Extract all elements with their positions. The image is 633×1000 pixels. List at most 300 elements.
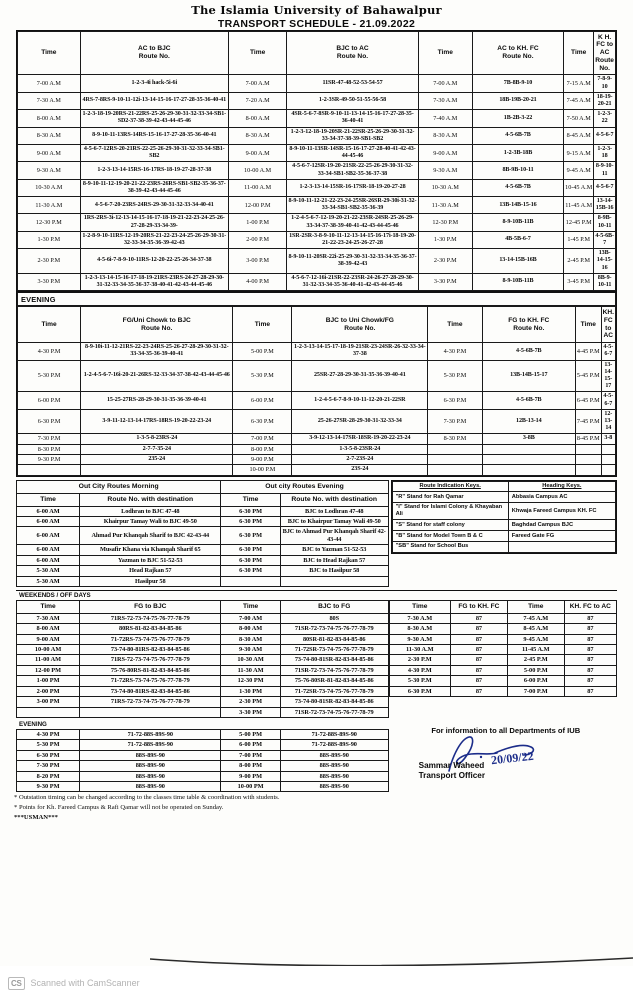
cell-time-fg-bjc: 6-00 P.M [18,392,81,409]
cell-route-outcity-am: Lodhran to BJC 47-48 [80,506,221,516]
cell-route-wkev-left: 88S-89S-90 [80,771,221,781]
cell-time-ac-bjc: 11-30 A.M [18,197,81,214]
cell-route-khfc-ac: 13-14-15-17 [601,360,615,392]
cell-route-ac-khfc: 1-2-3B-18B [472,144,563,161]
cell-time-ac-bjc: 12-30 P.M [18,214,81,231]
cell-route-bjc-ac: 8-9-10-11-13SR-14SR-15-16-17-27-28-40-41-42-43-44-45-46 [287,144,418,161]
cell-time-wk-bjc-fg: 12-30 PM [221,676,280,686]
cell-route-khfc-ac: 4-5-6-7 [601,343,615,360]
table-row [18,197,616,214]
cell-time-ac-bjc: 9-30 A.M [18,162,81,179]
cell-time-wk-fg-khfc: 6-30 P.M [389,686,450,696]
cell-route-khfc-ac: 8B-9-10-11 [594,273,616,290]
cell-time-wk-khfc-ac: 7-00 P.M [507,686,564,696]
table-row [17,697,389,707]
table-row [17,686,389,696]
cell-route-khfc-ac: 12-13-14 [601,409,615,434]
table-row [18,162,616,179]
cell-route-wkev-right: 88S-89S-90 [280,782,388,792]
cell-route-ac-bjc: 8-9-10-11-13RS-14RS-15-16-17-27-28-35-36-40-41 [80,127,228,144]
table-row [18,144,616,161]
cell-route-wk-fg-bjc: 73-74-80-81RS-82-83-84-85-86 [80,686,221,696]
info-line: For information to all Departments of IUB [431,725,581,735]
cell-route-wk-khfc-ac: 87 [564,644,616,654]
cell-route-bjc-ac: 4-5-6-7-12-16i-21SR-22-23SR-24-26-27-28-29-30-31-32-33-34-35-36-40-41-42-43-44-45-46 [287,273,418,290]
cell-route-wkev-left: 88S-89S-90 [80,761,221,771]
cell-route-wk-bjc-fg: 71-72SR-73-74-75-76-77-78-79 [280,644,388,654]
cell-route-wkev-left: 71-72-88S-89S-90 [80,729,221,739]
cell-time-wk-fg-bjc: 10-00 AM [17,644,80,654]
cell-time-bjc-uni: 6-30 P.M [233,409,292,434]
cell-route-fg-khfc: 13B-14B-15-17 [482,360,575,392]
cell-route-bjc-ac: 8-9-10-11-20SR-22i-25-29-30-31-32-33-34-35-36-37-38-39-42-43 [287,249,418,274]
col-head-bjc-to-ac-line1: BJC to AC [336,45,369,53]
cell-route-ac-bjc: 4-5-6-7-20-23RS-24RS-29-30-31-32-33-34-40-41 [80,197,228,214]
col-head-oc-route-1: Route No. with destination [80,493,221,506]
table-row [18,434,616,444]
cell-time-khfc-ac [575,454,601,464]
col-head-fg-to-khfc [482,307,575,343]
cell-time-fg-bjc: 9-30 P.M [18,454,81,464]
cell-time-wk-fg-bjc: 1-00 PM [17,676,80,686]
cell-route-bjc-uni: 1-2-3-13-14-15-17-18-19-21SR-23-24SR-26-32-33-34-37-38 [292,343,428,360]
cell-route-wk-fg-bjc: 71RS-72-73-74-75-76-77-78-79 [80,697,221,707]
table-row [17,566,389,576]
heading-key-item [508,541,615,552]
cell-time-wkev-right: 5-00 PM [221,729,280,739]
evening-schedule-table [17,306,616,475]
cell-time-wk-khfc-ac: 9-45 A.M [507,634,564,644]
cell-time-fg-bjc: 6-30 P.M [18,409,81,434]
cell-time-ac-khfc: 1-30 P.M [418,231,472,248]
weekends-fg-bjc-table [16,600,389,718]
outcity-evening-title: Out city Routes Evening [221,480,388,493]
col-head-wk-time-1: Time [17,600,80,613]
cell-route-fg-bjc: 2-7-7-35-24 [81,444,233,454]
cell-route-wk-fg-khfc: 87 [451,676,508,686]
cell-route-ac-bjc: 1-2-8-9-10-11RS-12-19-20RS-21-22-23-24-25-26-29-30-31-32-33-34-35-36-39-42-43 [80,231,228,248]
cell-time-wk-khfc-ac: 6-00 P.M [507,676,564,686]
table-row [17,527,389,545]
cell-route-khfc-ac [601,444,615,454]
col-head-khfc-to-ac-line1: K H. FC to AC [596,33,614,57]
cell-time-wk-bjc-fg: 8-00 AM [221,624,280,634]
col-head-fg-uni-to-bjc-line1: FG/Uni Chowk to BJC [122,316,191,324]
col-head-bjc-to-ac [287,31,418,75]
cell-route-wk-bjc-fg: 73-74-80-81SR-82-83-84-85-86 [280,697,388,707]
table-row [17,634,389,644]
cell-route-fg-bjc: 235-24 [81,454,233,464]
cell-route-wk-fg-bjc [80,707,221,717]
cell-route-wk-fg-khfc: 87 [451,665,508,675]
table-row [18,110,616,127]
cell-time-bjc-ac: 2-00 P.M [228,231,286,248]
cell-time-wk-fg-khfc: 5-30 P.M [389,676,450,686]
cell-time-khfc-ac: 1-45 P.M [564,231,594,248]
morning-header-row [18,31,616,75]
col-head-ev-khfc-to-ac [601,307,615,343]
col-head-time-2: Time [228,31,286,75]
cell-route-outcity-pm: BJC to Yazman 51-52-53 [280,545,388,555]
cell-route-ac-khfc: 13B-14B-15-16 [472,197,563,214]
cell-time-bjc-ac: 8-30 A.M [228,127,286,144]
cell-time-bjc-uni: 10-00 P.M [233,465,292,475]
col-head-bjc-to-fg: BJC to FG [280,600,388,613]
cell-time-ac-bjc: 8-00 A.M [18,110,81,127]
evening-schedule-section [16,292,617,476]
col-head-wk-time-3: Time [389,600,450,613]
table-row [17,644,389,654]
col-head-ac-to-bjc [80,31,228,75]
col-head-khfc-to-ac-line2: Route No. [595,56,614,72]
cell-time-wk-khfc-ac: 2-45 P.M [507,655,564,665]
cell-time-outcity-am: 5-30 AM [17,576,80,586]
keys-title-row [392,481,615,492]
col-head-time-4: Time [564,31,594,75]
weekends-section-label: WEEKENDS / OFF DAYS [16,590,617,600]
table-row [389,655,616,665]
heading-key-item: Khwaja Fareed Campus KH. FC [508,502,615,519]
cell-route-khfc-ac: 4-5-6-7 [594,127,616,144]
cell-route-wk-khfc-ac: 87 [564,655,616,665]
cell-route-outcity-pm: BJC to Ahmad Pur Khanqah Sharif 42-43-44 [280,527,388,545]
col-head-wk-khfc-to-ac: KH. FC to AC [564,600,616,613]
table-row [17,782,389,792]
cell-time-wk-fg-bjc: 9-00 AM [17,634,80,644]
university-name: The Islamia University of Bahawalpur [191,3,442,17]
table-row [17,740,389,750]
table-row [18,465,616,475]
cell-route-fg-khfc: 4-5-6B-7B [482,343,575,360]
col-head-time-3: Time [418,31,472,75]
cell-route-bjc-ac: 4-5-6-7-12SR-19-20-21SR-22-25-26-29-30-31-32-33-34-SB1-SB2-35-36-37-38 [287,162,418,179]
cell-time-ac-khfc: 9-30 A.M [418,162,472,179]
table-row [17,545,389,555]
cell-route-ac-khfc: 7B-8B-9-10 [472,75,563,92]
table-row [17,761,389,771]
heading-key-item: Abbasia Campus AC [508,492,615,503]
weekends-left [16,600,389,718]
cell-route-khfc-ac: 8-9B-10-11 [594,214,616,231]
cell-time-wkev-left: 8-20 PM [17,771,80,781]
weekends-left-body [17,613,389,717]
cell-time-fg-khfc [428,454,482,464]
table-row [17,624,389,634]
cell-time-wkev-left: 4-30 PM [17,729,80,739]
col-head-oc-time-1: Time [17,493,80,506]
cell-time-outcity-pm: 6-30 PM [221,516,280,526]
cell-time-wk-fg-khfc: 4-30 P.M [389,665,450,675]
cell-time-khfc-ac: 10-45 A.M [564,179,594,196]
cell-route-fg-khfc: 12B-13-14 [482,409,575,434]
cell-route-outcity-am: Head Rajkan 57 [80,566,221,576]
cell-time-ac-khfc: 10-30 A.M [418,179,472,196]
cell-time-wk-bjc-fg: 8-30 AM [221,634,280,644]
table-row [17,676,389,686]
cell-time-bjc-ac: 7-20 A.M [228,92,286,109]
table-row [17,506,389,516]
heading-keys-title: Heading Keys. [508,481,615,492]
cell-route-wk-fg-khfc: 87 [451,686,508,696]
cell-route-outcity-am: Hasilpur 58 [80,576,221,586]
cell-time-wk-fg-bjc: 8-00 AM [17,624,80,634]
weekends-right-body [389,613,616,696]
cell-route-ac-khfc: 8B-9B-10-11 [472,162,563,179]
cell-route-fg-khfc [482,444,575,454]
cell-time-ac-khfc: 7-00 A.M [418,75,472,92]
cell-time-khfc-ac: 9-15 A.M [564,144,594,161]
cell-route-khfc-ac [601,454,615,464]
signature-date: 20/09/22 [489,748,534,768]
cell-route-outcity-am: Musafir Khana via Khanqah Sharif 65 [80,545,221,555]
weekends-right [389,600,617,718]
cell-time-ac-khfc: 9-00 A.M [418,144,472,161]
table-row [17,555,389,565]
signature-section [389,720,617,793]
route-key-item: "S" Stand for staff colony [392,520,508,531]
col-head-ac-to-khfc-line1: AC to KH. FC [497,45,539,53]
weekend-evening-section [16,720,389,793]
cell-route-bjc-ac: 1-2-4-5-6-7-12-19-20-21-22-23SR-24SR-25-26-29-33-34-37-38-39-40-41-42-43-44-45-46 [287,214,418,231]
cell-time-wk-bjc-fg: 10-30 AM [221,655,280,665]
col-head-bjc-to-ac-line2: Route No. [336,53,369,61]
table-row [18,127,616,144]
cell-route-khfc-ac: 13-14-15B-16 [594,197,616,214]
table-row [18,75,616,92]
table-row [389,686,616,696]
cell-route-wk-khfc-ac: 87 [564,613,616,623]
keys-row [392,541,615,552]
cell-time-bjc-uni: 6-00 P.M [233,392,292,409]
cell-time-bjc-uni: 5-00 P.M [233,343,292,360]
table-row [17,729,389,739]
cell-time-wk-fg-khfc: 8-30 A.M [389,624,450,634]
cell-time-khfc-ac: 7-45 A.M [564,92,594,109]
table-row [17,707,389,717]
col-head-ev-khfc-to-ac-line2: AC [603,332,614,340]
col-head-ev-time-3: Time [428,307,482,343]
page-title: TRANSPORT SCHEDULE - 21.09.2022 [217,17,416,30]
cell-time-ac-bjc: 2-30 P.M [18,249,81,274]
cell-route-wkev-right: 88S-89S-90 [280,750,388,760]
cell-time-wk-fg-bjc: 12-00 PM [17,665,80,675]
cell-time-outcity-am: 6-00 AM [17,545,80,555]
cell-route-khfc-ac: 7-8-9-10 [594,75,616,92]
col-head-bjc-to-uni-line2: Route No. [344,324,376,332]
cell-time-wk-khfc-ac: 7-45 A.M [507,613,564,623]
cell-route-bjc-ac: 11SR-47-48-52-53-54-57 [287,75,418,92]
cell-time-ac-khfc: 12-30 P.M [418,214,472,231]
cell-route-wk-bjc-fg: 71SR-72-73-74-75-76-77-78-79 [280,665,388,675]
weekend-evening-row [16,720,617,793]
cell-route-wk-fg-bjc: 75-76-80RS-81-82-83-84-85-86 [80,665,221,675]
cell-time-khfc-ac: 8-45 A.M [564,127,594,144]
cell-time-bjc-ac: 11-00 A.M [228,179,286,196]
cell-time-khfc-ac: 4-45 P.M [575,343,601,360]
col-head-oc-route-2: Route No. with destination [280,493,388,506]
table-row [17,665,389,675]
cell-time-wk-khfc-ac: 11-45 A.M [507,644,564,654]
cell-route-ac-khfc: 4-5-6B-7B [472,179,563,196]
cell-time-ac-bjc: 10-30 A.M [18,179,81,196]
cell-time-outcity-am: 6-00 AM [17,516,80,526]
cell-time-fg-khfc [428,465,482,475]
cell-route-fg-bjc: 3-9-11-12-13-14-17RS-18RS-19-20-22-23-24 [81,409,233,434]
cell-time-ac-bjc: 1-30 P.M [18,231,81,248]
evening-section-label: EVENING [17,292,616,306]
route-key-item: "SB" Stand for School Bus [392,541,508,552]
weekends-khfc-table [389,600,617,697]
cell-route-wk-fg-khfc: 87 [451,613,508,623]
table-row [389,665,616,675]
keys-row [392,531,615,542]
table-row [17,771,389,781]
cell-time-khfc-ac: 3-45 P.M [564,273,594,290]
cell-route-wk-bjc-fg: 75-76-80SR-81-82-83-84-85-86 [280,676,388,686]
morning-schedule-section [16,30,617,293]
table-row [18,214,616,231]
cell-route-bjc-ac: 8-9-10-11-12-21-22-23-24-25SR-26SR-29-30i-31-32-33-34-SB1-SB2-35-36-39 [287,197,418,214]
keys-table [392,481,616,553]
table-row [18,444,616,454]
col-head-ac-to-khfc [472,31,563,75]
col-head-ac-to-khfc-line2: Route No. [502,53,534,61]
cell-route-outcity-pm: BJC to Khairpur Tamay Wali 49-50 [280,516,388,526]
outcity-routes-table [16,480,389,587]
cell-route-wkev-right: 71-72-88S-89S-90 [280,740,388,750]
table-row [18,179,616,196]
cell-time-bjc-ac: 3-00 P.M [228,249,286,274]
weekend-evening-label: EVENING [19,720,47,728]
cell-route-wkev-right: 88S-89S-90 [280,771,388,781]
cell-route-khfc-ac: 1-2-3-22 [594,110,616,127]
cell-route-fg-khfc: 3-8B [482,434,575,444]
heading-key-item: Fareed Gate FG [508,531,615,542]
cell-route-wk-fg-khfc: 87 [451,655,508,665]
morning-table-body [18,75,616,291]
camscanner-badge-icon: CS [8,977,25,990]
cell-route-outcity-am: Khairpur Tamay Wali to BJC 49-50 [80,516,221,526]
signer-block [419,761,485,782]
cell-route-bjc-ac: 1SR-2SR-3-8-9-10-11-12-13-14-15-16-17i-18-19-20-21-22-23-24-25-26-27-28 [287,231,418,248]
cell-route-khfc-ac [601,465,615,475]
weekends-section [16,590,617,718]
cell-time-bjc-ac: 4-00 P.M [228,273,286,290]
cell-time-outcity-pm [221,576,280,586]
cell-route-khfc-ac: 4-5-6-7 [594,179,616,196]
col-head-khfc-to-ac [594,31,616,75]
note-1: * Outstation timing can be changed according to the classes time table & coordination with students. [14,794,280,802]
cell-time-outcity-pm: 6-30 PM [221,555,280,565]
keys-row [392,492,615,503]
cell-time-outcity-pm: 6-30 PM [221,506,280,516]
cell-time-outcity-am: 6-00 AM [17,527,80,545]
cell-route-wkev-left: 88S-89S-90 [80,750,221,760]
col-head-wk-fg-to-khfc: FG to KH. FC [451,600,508,613]
cell-time-ac-khfc: 7-40 A.M [418,110,472,127]
cell-route-wk-fg-bjc: 80RS-81-82-83-84-85-86 [80,624,221,634]
col-head-bjc-to-uni [292,307,428,343]
cell-time-outcity-pm: 6-30 PM [221,545,280,555]
col-head-fg-uni-to-bjc [81,307,233,343]
cell-route-ac-khfc: 18B-19B-20-21 [472,92,563,109]
cell-route-ac-bjc: 4RS-7-8RS-9-10-11-12i-13-14-15-16-17-27-28-35-36-40-41 [80,92,228,109]
document-header [0,0,633,30]
cell-route-wk-fg-bjc: 71-72RS-73-74-75-76-77-78-79 [80,676,221,686]
cell-time-khfc-ac: 9-45 A.M [564,162,594,179]
table-row [17,516,389,526]
keys-table-body [392,492,615,552]
cell-time-bjc-uni: 5-30 P.M [233,360,292,392]
cell-time-khfc-ac: 7-50 A.M [564,110,594,127]
cell-route-fg-bjc: 15-25-27RS-28-29-30-31-35-36-39-40-41 [81,392,233,409]
col-head-fg-uni-to-bjc-line2: Route No. [141,324,173,332]
table-row [17,613,389,623]
cell-route-outcity-pm: BJC to Hasilpur 58 [280,566,388,576]
cell-time-wkev-left: 6-30 PM [17,750,80,760]
cell-route-outcity-pm: BJC to Head Rajkan 57 [280,555,388,565]
col-head-ev-khfc-to-ac-line1: KH. FC to [602,309,614,332]
route-key-item: "R" Stand for Rah Qamar [392,492,508,503]
cell-route-bjc-ac: 1-2-3SR-49-50-51-55-56-58 [287,92,418,109]
keys-box [391,480,617,554]
signer-title: Transport Officer [418,771,486,781]
cell-time-fg-khfc [428,444,482,454]
cell-time-bjc-ac: 1-00 P.M [228,214,286,231]
cell-route-fg-bjc: 1-2-4-5-6-7-16i-20-21-26RS-32-33-34-37-38-42-43-44-45-46 [81,360,233,392]
weekends-header-row [17,600,389,613]
cell-time-khfc-ac: 7-15 A.M [564,75,594,92]
weekend-evening-table [16,729,389,793]
cell-route-ac-bjc: 1-2-3-18-19-20RS-21-22RS-25-26-29-30-31-32-33-34-SB1-SD2-37-38-39-42-43-44-45-46 [80,110,228,127]
morning-schedule-table [17,31,616,292]
keys-section [389,480,617,587]
cell-time-fg-bjc: 7-30 P.M [18,434,81,444]
outcity-header-row [17,493,389,506]
cell-route-ac-khfc: 1B-2B-3-22 [472,110,563,127]
col-head-time-1: Time [18,31,81,75]
cell-route-wk-fg-bjc: 71-72RS-73-74-75-76-77-78-79 [80,634,221,644]
cell-time-wk-fg-khfc: 7-30 A.M [389,613,450,623]
table-row [18,409,616,434]
col-head-ev-time-4: Time [575,307,601,343]
cell-time-wk-fg-bjc: 7-30 AM [17,613,80,623]
cell-route-wk-fg-khfc: 87 [451,644,508,654]
footer-tag: ***USMAN*** [14,813,58,821]
cell-route-wk-bjc-fg: 71SR-72-73-74-75-76-77-78-79 [280,624,388,634]
cell-time-fg-khfc: 4-30 P.M [428,343,482,360]
cell-route-wk-bjc-fg: 73-74-80-81SR-82-83-84-85-86 [280,655,388,665]
cell-time-wk-fg-khfc: 9-30 A.M [389,634,450,644]
cell-route-wk-khfc-ac: 87 [564,665,616,675]
outcity-and-keys-row [16,480,617,587]
cell-time-wk-bjc-fg: 2-30 PM [221,697,280,707]
table-row [18,360,616,392]
cell-time-wk-khfc-ac: 8-45 A.M [507,624,564,634]
cell-route-wk-fg-bjc: 73-74-80-81RS-82-83-84-85-86 [80,644,221,654]
cell-time-ac-bjc: 7-00 A.M [18,75,81,92]
table-row [389,624,616,634]
col-head-oc-time-2: Time [221,493,280,506]
cell-time-fg-bjc: 4-30 P.M [18,343,81,360]
cell-time-khfc-ac: 12-45 P.M [564,214,594,231]
cell-time-bjc-ac: 7-00 A.M [228,75,286,92]
cell-time-wkev-left: 5-30 PM [17,740,80,750]
cell-route-outcity-am: Ahmad Pur Khanqah Sharif to BJC 42-43-44 [80,527,221,545]
cell-route-wkev-left: 71-72-88S-89S-90 [80,740,221,750]
cell-time-bjc-ac: 9-00 A.M [228,144,286,161]
table-row [18,249,616,274]
